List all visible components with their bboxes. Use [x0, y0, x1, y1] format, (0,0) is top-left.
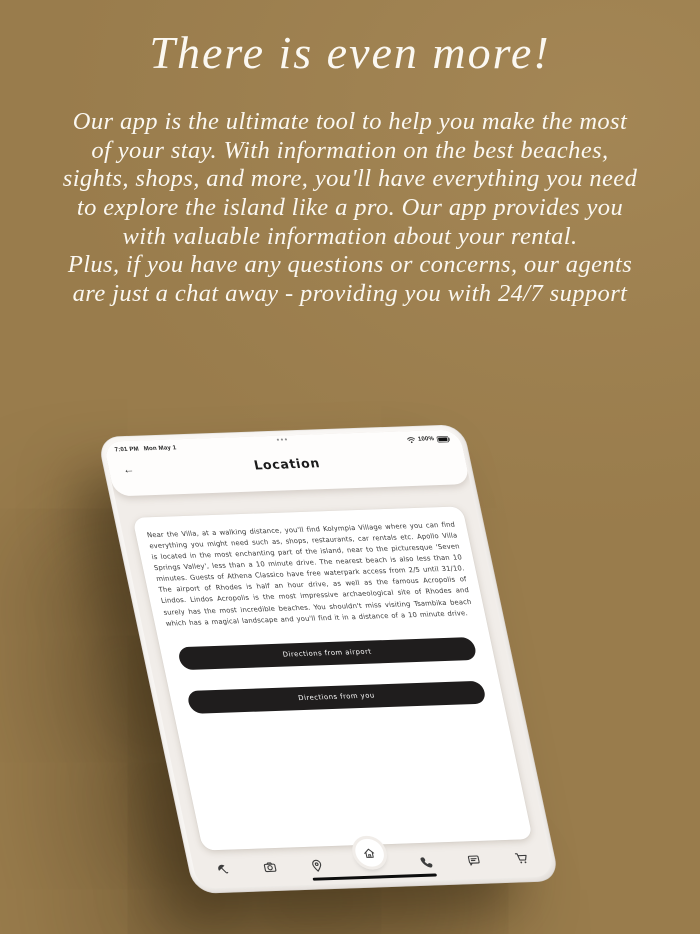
location-card: [132, 506, 533, 850]
wifi-icon: [406, 436, 417, 444]
location-description: Near the Villa, at a walking distance, you'll find Kolympia Village where you can find everything you might need such as, shops, restaurants, car rentals etc. Apollo Villa is located in the most enchanting part of the island, near to the picturesque 'Seven Springs Valley', less than a 10 minute drive. The nearest beach is also less than 10 minutes. Guests of Athena Classico have free waterpark access from 2/5 until 31/10. The airport of Rhodes is half an hour drive, as well as the famous Acropolis of Lindos. Lindos Acropolis is the most impressive archaeological site of Rhodes and surely has the most incredible beaches. You shouldn't miss visiting Tsambika beach which has a magical landscape and you'll find it in a distance of a 10 minute drive.: [146, 520, 473, 628]
status-time-date: [114, 445, 182, 453]
camera-icon[interactable]: [261, 860, 278, 874]
phone-icon[interactable]: [418, 855, 435, 869]
beach-umbrella-icon[interactable]: [214, 862, 231, 876]
intro-paragraph-2: Plus, if you have any questions or concerns, our agents are just a chat away - providing you with 24/7 support: [67, 251, 633, 307]
page-title: There is even more!: [149, 27, 551, 78]
intro-paragraph-1: Our app is the ultimate tool to help you make the most of your stay. With information on the best beaches, sights, shops, and more, you'll have everything you need to explore the island like a pro. Our app provides you with valuable information about your rental.: [62, 108, 638, 250]
status-indicators: [406, 435, 452, 444]
location-pin-icon[interactable]: [309, 858, 326, 872]
header-row: [119, 451, 455, 480]
shopping-cart-icon[interactable]: [513, 851, 530, 865]
intro-text: [60, 108, 640, 309]
app-header: [103, 429, 470, 496]
chat-icon[interactable]: [466, 853, 483, 867]
status-date: Mon May 1: [143, 445, 178, 453]
app-screen: [103, 429, 554, 888]
status-time: 7:01 PM: [114, 446, 140, 454]
tablet-mockup: [97, 424, 560, 894]
back-button[interactable]: ←: [121, 463, 136, 477]
directions-from-airport-button[interactable]: Directions from airport: [177, 637, 477, 670]
home-icon: [362, 846, 378, 859]
directions-from-you-button[interactable]: Directions from you: [186, 680, 486, 713]
tablet-frame: [97, 424, 560, 894]
battery-percent: 100%: [417, 436, 435, 443]
battery-icon: [436, 435, 451, 442]
screen-title: Location: [252, 455, 322, 473]
